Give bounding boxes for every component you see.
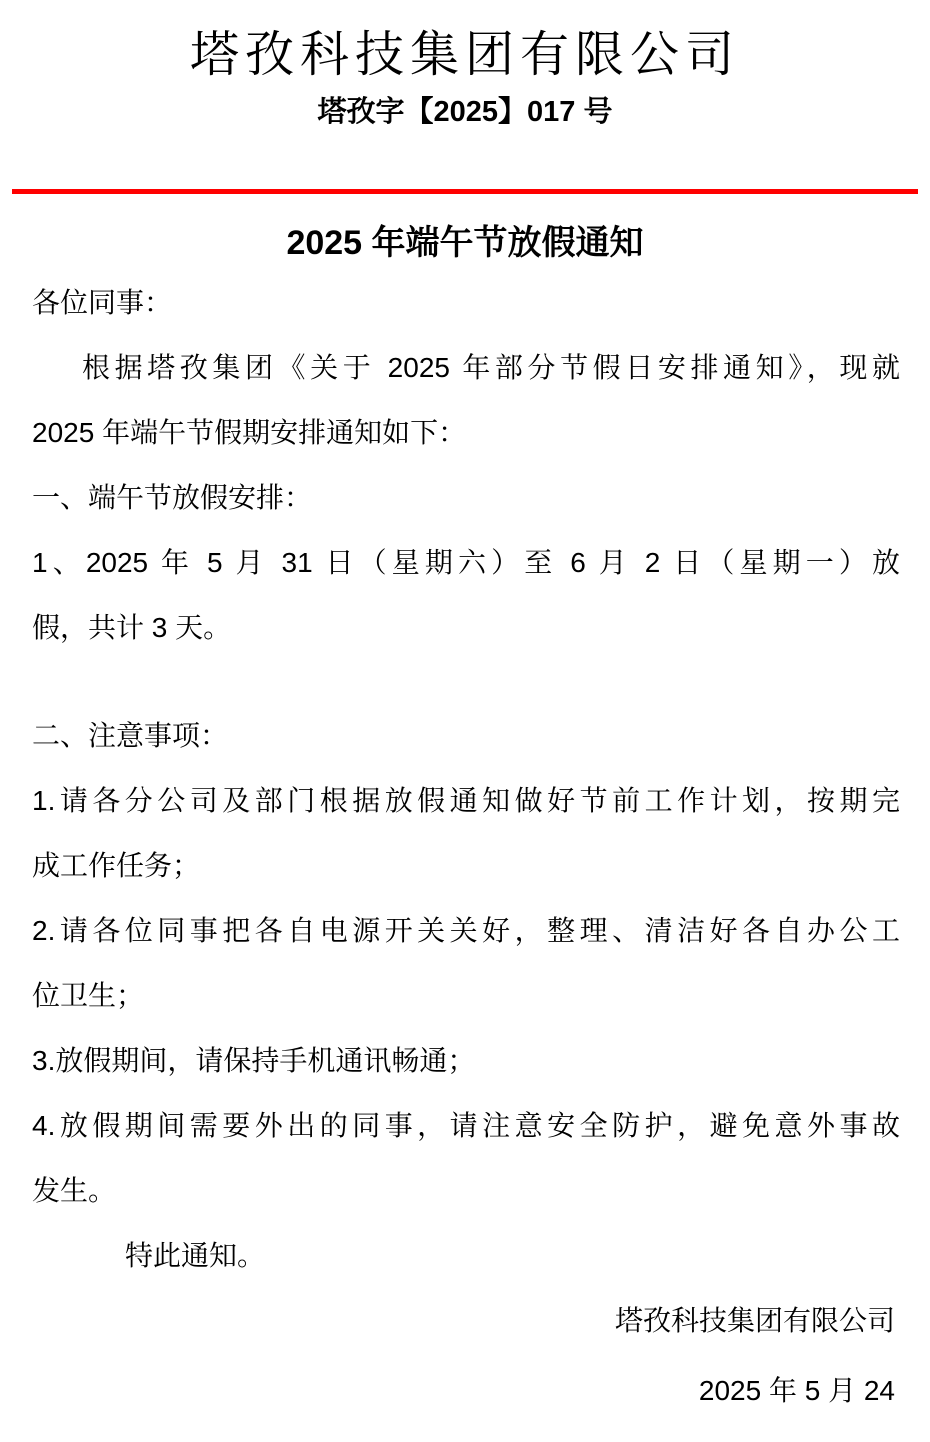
section1-item1-line1: 1、2025 年 5 月 31 日（星期六）至 6 月 2 日（星期一）放 (32, 547, 900, 578)
document-number: 塔孜字【2025】017 号 (317, 96, 613, 128)
notice-title: 2025 年端午节放假通知 (286, 224, 644, 262)
notice-body (32, 270, 900, 1423)
red-divider-line (12, 189, 918, 194)
section2-item2-line2: 位卫生； (32, 980, 145, 1011)
section2-item2-line1: 2.请各位同事把各自电源开关关好，整理、清洁好各自办公工 (32, 915, 900, 946)
signature-date: 2025 年 5 月 24 (698, 1375, 895, 1406)
section2-item4-line2: 发生。 (32, 1175, 117, 1206)
signature-company: 塔孜科技集团有限公司 (614, 1305, 895, 1336)
salutation-line: 各位同事： (32, 287, 173, 318)
section2-item1-line1: 1.请各分公司及部门根据放假通知做好节前工作计划，按期完 (32, 785, 900, 816)
section2-heading: 二、注意事项： (32, 720, 229, 751)
section1-item1-line2: 假，共计 3 天。 (32, 612, 232, 643)
section2-item1-line2: 成工作任务； (32, 850, 201, 881)
intro-line-2: 2025 年端午节假期安排通知如下： (32, 417, 467, 448)
intro-line-1: 根据塔孜集团《关于 2025 年部分节假日安排通知》，现就 (82, 352, 900, 383)
closing-line: 特此通知。 (125, 1240, 266, 1271)
blank-line-spacer (32, 660, 900, 703)
section2-item3: 3.放假期间，请保持手机通讯畅通； (32, 1045, 476, 1076)
section2-item4-line1: 4.放假期间需要外出的同事，请注意安全防护，避免意外事故 (32, 1110, 900, 1141)
section1-heading: 一、端午节放假安排： (32, 482, 313, 513)
company-title: 塔孜科技集团有限公司 (189, 27, 740, 82)
